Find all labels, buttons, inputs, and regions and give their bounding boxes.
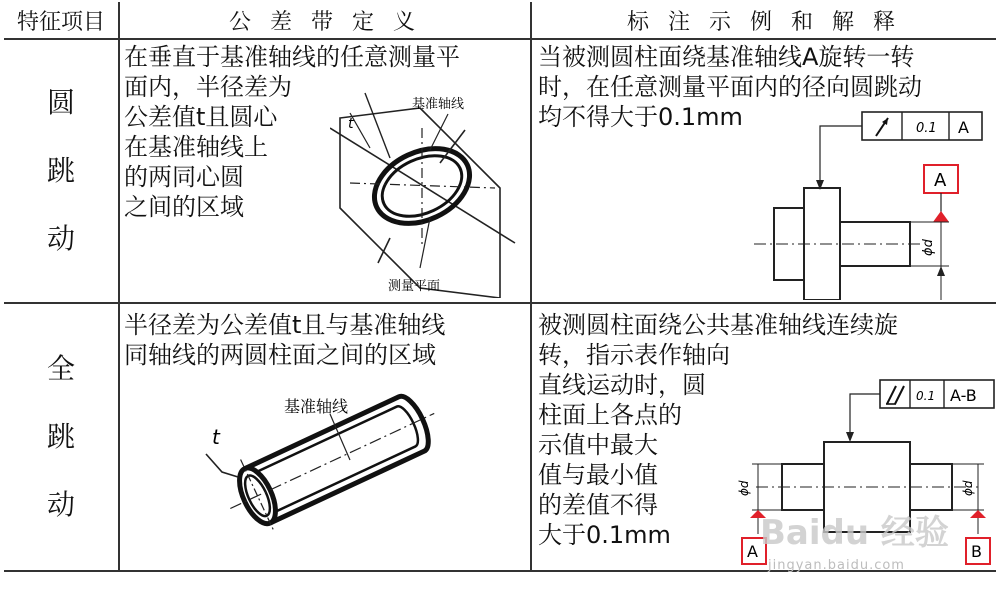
- datum-triangle: [933, 211, 949, 222]
- definition-line: 半径差为公差值t且与基准轴线: [124, 311, 446, 339]
- feature-char: 动: [46, 222, 75, 255]
- feature-char: 圆: [46, 86, 75, 119]
- definition-line: 在垂直于基准轴线的任意测量平: [124, 43, 460, 71]
- datum-reference: A-B: [950, 386, 977, 405]
- note-line: 示值中最大: [538, 431, 658, 459]
- note-line: 被测圆柱面绕公共基准轴线连续旋: [538, 311, 898, 339]
- extension-line: [365, 93, 390, 158]
- measuring-plane-label: 测量平面: [388, 279, 441, 294]
- circular-runout-zone-figure: [330, 88, 530, 298]
- diameter-label: ϕd: [961, 480, 975, 496]
- tolerance-table: [4, 2, 996, 572]
- t-label: t: [348, 116, 354, 132]
- note-line: 直线运动时，圆: [538, 371, 706, 399]
- note-line: 当被测圆柱面绕基准轴线A旋转一转: [538, 43, 915, 71]
- leader-line: [850, 394, 880, 434]
- feature-char: 跳: [46, 420, 75, 453]
- datum-label-a: A: [747, 542, 758, 561]
- datum-axis-label: 基准轴线: [284, 397, 349, 416]
- feature-circular-runout: [4, 42, 118, 300]
- feature-char: 动: [46, 488, 75, 521]
- datum-axis-label: 基准轴线: [412, 97, 465, 112]
- total-runout-zone-figure: [200, 382, 460, 532]
- note-line: 时，在任意测量平面内的径向圆跳动: [538, 73, 922, 101]
- t-leader: [206, 454, 238, 477]
- leader-line: [430, 114, 448, 150]
- definition-line: 的两同心圆: [124, 163, 244, 191]
- diameter-label: ϕd: [921, 239, 936, 256]
- feature-char: 跳: [46, 154, 75, 187]
- t-label: t: [212, 425, 220, 449]
- definition-line: 同轴线的两圆柱面之间的区域: [124, 341, 436, 369]
- feature-total-runout: [4, 304, 118, 570]
- grid-line: [530, 2, 532, 572]
- note-line: 值与最小值: [538, 461, 658, 489]
- datum-reference: A: [958, 118, 969, 137]
- header-definition: 公 差 带 定 义: [120, 2, 530, 40]
- tolerance-frame: [880, 380, 994, 408]
- measuring-line: [378, 238, 390, 263]
- definition-line: 公差值t且圆心: [124, 103, 278, 131]
- definition-line: 之间的区域: [124, 193, 244, 221]
- feature-char: 全: [46, 352, 75, 385]
- grid-line: [4, 302, 996, 304]
- header-annotation: 标 注 示 例 和 解 释: [532, 2, 996, 40]
- datum-label-b: B: [971, 542, 982, 561]
- datum-triangle: [970, 510, 986, 518]
- tolerance-value: 0.1: [916, 389, 936, 403]
- diameter-label: ϕd: [737, 480, 751, 496]
- grid-line: [118, 2, 120, 572]
- leader-line: [820, 126, 862, 184]
- circular-runout-example-figure: [744, 110, 984, 300]
- note-line: 的差值不得: [538, 491, 658, 519]
- tolerance-value: 0.1: [916, 121, 937, 136]
- note-line: 均不得大于0.1mm: [538, 103, 743, 131]
- watermark-logo: Baidu 经验: [760, 513, 949, 553]
- definition-line: 在基准轴线上: [124, 133, 268, 161]
- header-feature: 特征项目: [4, 2, 118, 40]
- note-line: 转，指示表作轴向: [538, 341, 730, 369]
- datum-label: A: [934, 170, 947, 191]
- note-line: 大于0.1mm: [538, 521, 671, 549]
- definition-total-runout: [124, 310, 524, 370]
- note-line: 柱面上各点的: [538, 401, 682, 429]
- definition-line: 面内，半径差为: [124, 73, 292, 101]
- watermark-url: jingyan.baidu.com: [768, 558, 905, 573]
